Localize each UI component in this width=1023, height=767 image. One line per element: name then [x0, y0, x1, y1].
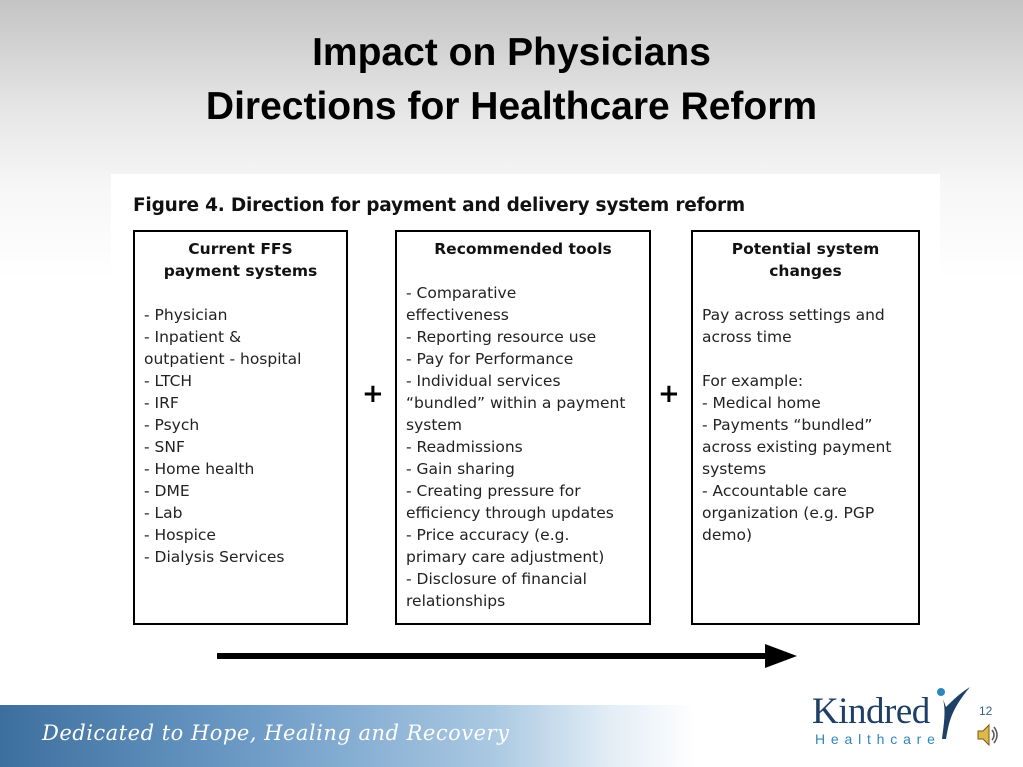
figure-panel [111, 174, 940, 674]
box-body: - Physician - Inpatient & outpatient - hospital - LTCH - IRF - Psych - SNF - Home health - DME - Lab - Hospice - Dialysis Services [144, 306, 302, 566]
recommended-tools-box [395, 230, 651, 625]
plus-symbol: + [362, 379, 384, 409]
kindred-logo-icon [930, 683, 974, 741]
box-body: Pay across settings and across time For example: - Medical home - Payments “bundled” across existing payment systems - Accountable care organization (e.g. PGP demo) [702, 306, 892, 544]
slide-title-line1: Impact on Physicians [312, 31, 711, 74]
plus-symbol: + [658, 379, 680, 409]
box-body: - Comparative effectiveness - Reporting resource use - Pay for Performance - Individual services “bundled” within a payment system - Readmissions - Gain sharing - Creating pressure for efficiency through updates - Price accuracy (e.g. primary care adjustment) - Disclosure of financial relationships [406, 284, 626, 610]
potential-changes-box [691, 230, 920, 625]
page-number: 12 [979, 704, 993, 718]
footer-tagline: Dedicated to Hope, Healing and Recovery [42, 721, 510, 745]
current-ffs-box [133, 230, 348, 625]
direction-arrow [217, 644, 797, 668]
speaker-icon[interactable] [975, 722, 1001, 748]
box-heading: Potential system changes [731, 240, 880, 280]
slide-title-line2: Directions for Healthcare Reform [205, 85, 818, 128]
box-heading: Current FFS payment systems [163, 240, 318, 280]
logo-subtitle: Healthcare [815, 731, 941, 747]
logo-wordmark: Kindred [812, 691, 930, 732]
figure-caption: Figure 4. Direction for payment and delivery system reform [133, 195, 745, 216]
box-heading: Recommended tools [434, 240, 612, 258]
